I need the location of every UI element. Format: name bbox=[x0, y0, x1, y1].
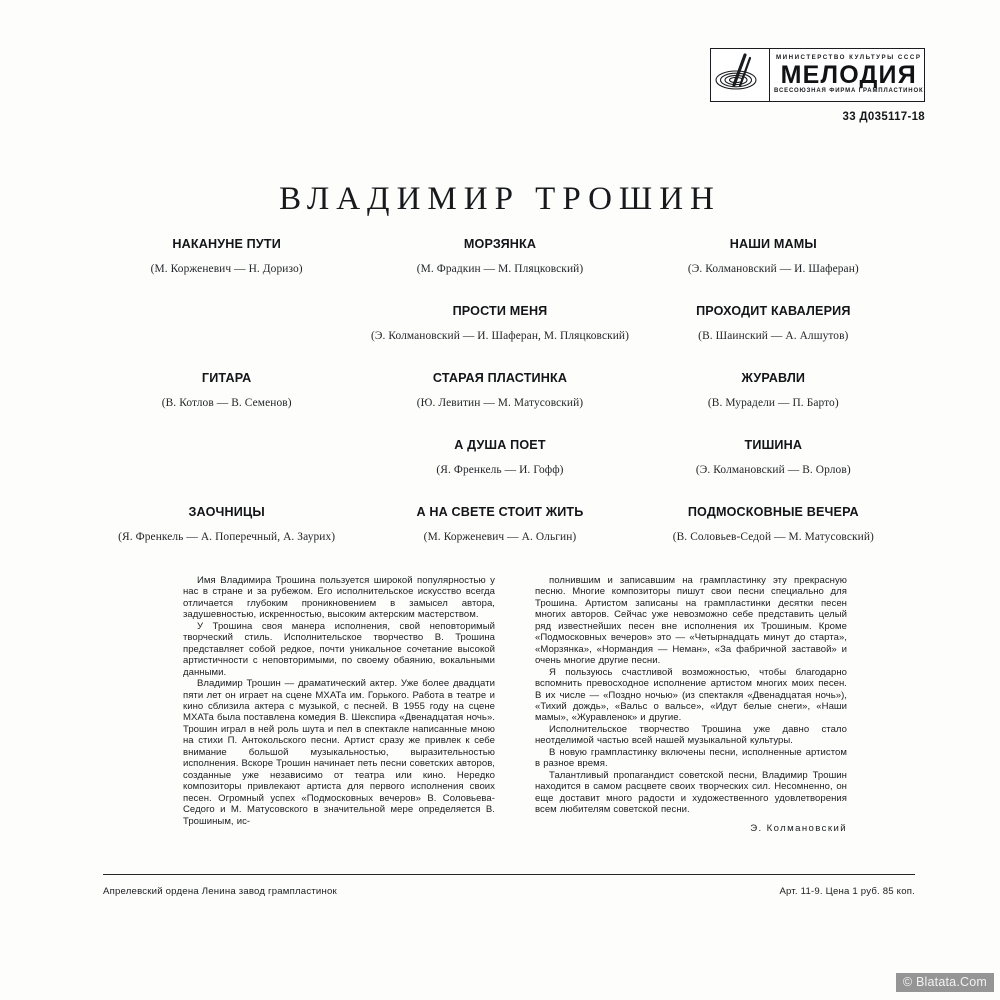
track-listing bbox=[90, 238, 910, 573]
track-item bbox=[90, 372, 363, 439]
track-title: ЖУРАВЛИ bbox=[741, 371, 806, 385]
footer bbox=[103, 886, 915, 897]
track-credit: (В. Соловьев-Седой — М. Матусовский) bbox=[672, 530, 874, 543]
track-row bbox=[90, 439, 910, 506]
liner-note-paragraph: полнившим и записавшим на грампластинку эту прекрасную песню. Многие композиторы пишут свои песни специально для Трошина. Артистом записаны на грампластинки десятки песен многих авторов. Сейчас уже невозможно себе представить целый ряд известнейших песен вне исполнения их Трошиным. Кроме «Подмосковных вечеров» это — «Четырнадцать минут до старта», «Морзянка», «Нормандия — Неман», «За фабричной заставой» и очень многие другие песни. bbox=[535, 575, 847, 667]
site-watermark: © Blatata.Com bbox=[896, 973, 994, 992]
track-credit: (М. Корженевич — А. Ольгин) bbox=[423, 530, 577, 543]
track-title: ПРОХОДИТ КАВАЛЕРИЯ bbox=[696, 304, 851, 318]
label-name: МЕЛОДИЯ bbox=[780, 60, 917, 89]
liner-note-paragraph: У Трошина своя манера исполнения, свой неповторимый творческий стиль. Исполнительское творчество В. Трошина представляет собой редкое, почти уникальное сочетание высокой артистичности с неповторимыми, по своему обаянию, вокальными данными. bbox=[183, 620, 495, 678]
catalog-number: 33 Д035117-18 bbox=[842, 111, 925, 123]
track-item bbox=[637, 305, 910, 372]
track-item bbox=[90, 506, 363, 573]
track-row bbox=[90, 238, 910, 305]
track-title: ПОДМОСКОВНЫЕ ВЕЧЕРА bbox=[687, 505, 859, 519]
track-credit: (В. Шаинский — А. Алшутов) bbox=[698, 329, 849, 342]
track-item bbox=[637, 238, 910, 305]
track-credit: (Э. Колмановский — И. Шаферан) bbox=[687, 262, 859, 275]
liner-notes bbox=[183, 575, 847, 834]
track-title: А НА СВЕТЕ СТОИТ ЖИТЬ bbox=[416, 505, 584, 519]
track-item bbox=[90, 238, 363, 305]
liner-note-paragraph: Талантливый пропагандист советской песни, Владимир Трошин находится в самом расцвете своих творческих сил. Несомненно, он еще доставит много радости и художественного удовлетворения всем любителям советской песни. bbox=[535, 769, 847, 816]
track-item bbox=[363, 372, 636, 439]
melodiya-label-block bbox=[710, 48, 925, 123]
track-item bbox=[637, 372, 910, 439]
track-item bbox=[363, 305, 636, 372]
track-row bbox=[90, 372, 910, 439]
track-credit: (Я. Френкель — А. Поперечный, А. Заурих) bbox=[118, 530, 336, 543]
article-and-price: Арт. 11-9. Цена 1 руб. 85 коп. bbox=[779, 886, 915, 897]
liner-note-paragraph: Я пользуюсь счастливой возможностью, чтобы благодарно вспомнить превосходное исполнение артистом многих моих песен. В их числе — «Поздно ночью» (из спектакля «Двенадцатая ночь»), «Тихий дождь», «Вальс о вальсе», «Идут белые снеги», «Наши мамы», «Журавленок» и другие. bbox=[535, 666, 847, 724]
track-item bbox=[363, 238, 636, 305]
track-item bbox=[637, 506, 910, 573]
ministry-line: МИНИСТЕРСТВО КУЛЬТУРЫ СССР bbox=[776, 54, 922, 62]
firm-line: ВСЕСОЮЗНАЯ ФИРМА ГРАМПЛАСТИНОК bbox=[774, 87, 924, 94]
track-title: НАКАНУНЕ ПУТИ bbox=[172, 237, 281, 251]
track-title: ПРОСТИ МЕНЯ bbox=[452, 304, 548, 318]
track-title: МОРЗЯНКА bbox=[463, 237, 537, 251]
track-item bbox=[363, 506, 636, 573]
liner-notes-signature: Э. Колмановский bbox=[750, 822, 847, 834]
track-credit: (М. Корженевич — Н. Доризо) bbox=[150, 262, 303, 275]
liner-notes-right-column bbox=[535, 575, 847, 834]
melodiya-stylus-icon bbox=[711, 49, 770, 101]
liner-notes-left-column bbox=[183, 575, 495, 834]
liner-note-paragraph: В новую грампластинку включены песни, исполненные артистом в разное время. bbox=[535, 746, 847, 770]
track-title: А ДУША ПОЕТ bbox=[454, 438, 546, 452]
track-row bbox=[90, 506, 910, 573]
track-title: ТИШИНА bbox=[744, 438, 803, 452]
artist-name: ВЛАДИМИР ТРОШИН bbox=[279, 181, 721, 217]
track-credit: (Я. Френкель — И. Гофф) bbox=[436, 463, 564, 476]
liner-note-paragraph: Исполнительское творчество Трошина уже давно стало неотделимой частью всей нашей музыкальной культуры. bbox=[535, 723, 847, 747]
melodiya-logo bbox=[710, 48, 925, 102]
track-credit: (В. Котлов — В. Семенов) bbox=[161, 396, 292, 409]
track-item bbox=[363, 439, 636, 506]
liner-note-paragraph: Имя Владимира Трошина пользуется широкой популярностью у нас в стране и за рубежом. Его исполнительское искусство всегда отличается глубоким проникновением в замысел автора, задушевностью, искренностью, высоким актерским мастерством. bbox=[183, 575, 495, 621]
footer-divider bbox=[103, 874, 915, 875]
track-credit: (В. Мурадели — П. Барто) bbox=[707, 396, 839, 409]
track-row bbox=[90, 305, 910, 372]
track-title: ЗАОЧНИЦЫ bbox=[188, 505, 265, 519]
liner-note-paragraph: Владимир Трошин — драматический актер. Уже более двадцати пяти лет он играет на сцене МХАТа им. Горького. Работа в театре и кино сблизила актера с музыкой, с песней. В 1955 году на сцене МХАТа была поставлена комедия В. Шекспира «Двенадцатая ночь». Трошин играл в ней роль шута и пел в спектакле написанные мною на стихи П. Антокольского песни. Артист сразу же привлек к себе внимание большой музыкальностью, выразительностью исполнения. Вскоре Трошин начинает петь песни советских авторов, созданные уже независимо от театра или кино. Нередко композиторы привлекают артиста для первого исполнения своих песен. Огромный успех «Подмосковных вечеров» В. Соловьева-Седого и М. Матусовского в значительной мере определяется В. Трошиным, ис- bbox=[183, 678, 495, 827]
track-title: СТАРАЯ ПЛАСТИНКА bbox=[432, 371, 568, 385]
track-credit: (Ю. Левитин — М. Матусовский) bbox=[416, 396, 584, 409]
track-credit: (Э. Колмановский — В. Орлов) bbox=[695, 463, 851, 476]
melodiya-logo-text bbox=[770, 49, 927, 101]
track-credit: (М. Фрадкин — М. Пляцковский) bbox=[416, 262, 584, 275]
track-title: НАШИ МАМЫ bbox=[729, 237, 817, 251]
track-title: ГИТАРА bbox=[201, 371, 252, 385]
track-item bbox=[637, 439, 910, 506]
track-credit: (Э. Колмановский — И. Шаферан, М. Пляцковский) bbox=[370, 329, 630, 342]
plant-name: Апрелевский ордена Ленина завод грампластинок bbox=[103, 886, 337, 897]
